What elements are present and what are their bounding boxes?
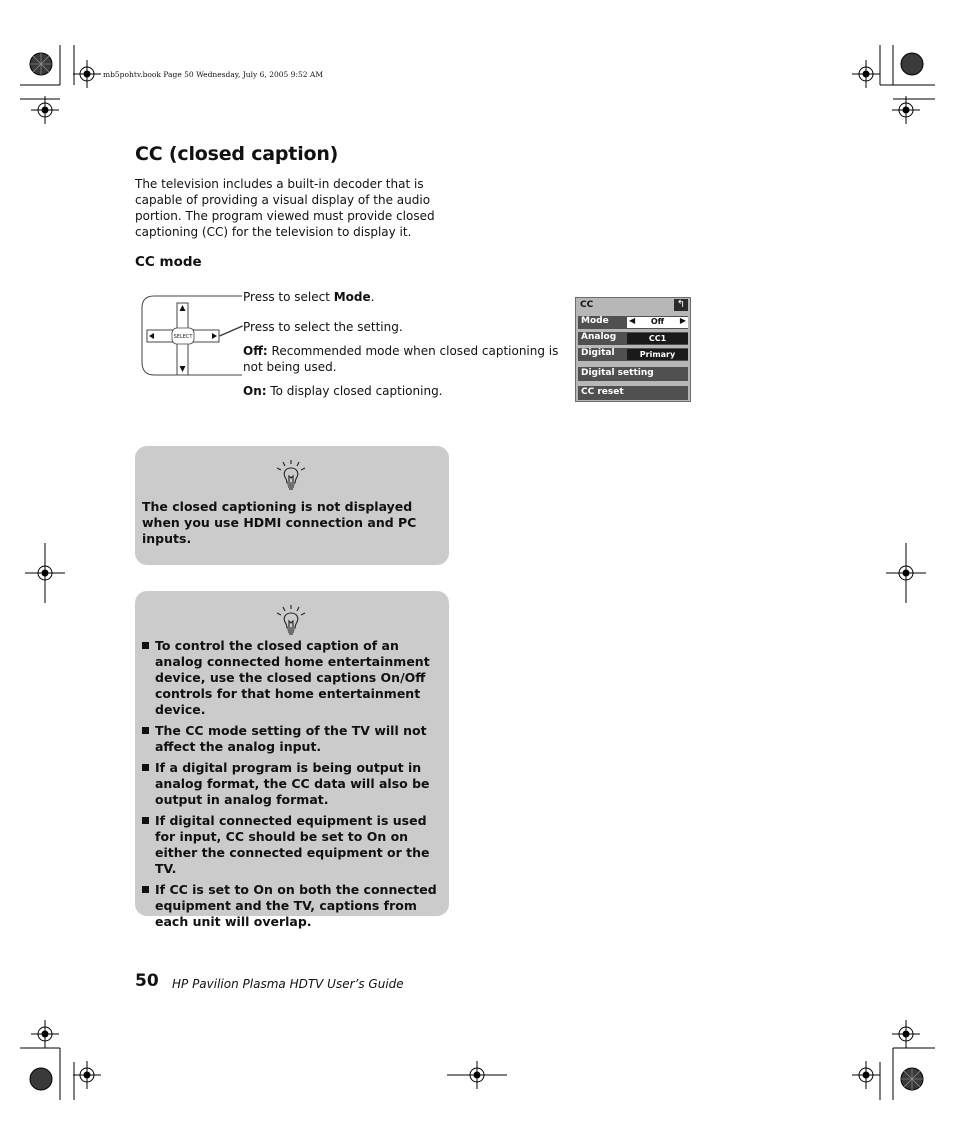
tip-hdmi-text: The closed captioning is not displayed when you use HDMI connection and PC inputs. <box>142 499 417 546</box>
osd-row-cc-reset[interactable]: CC reset <box>578 386 688 400</box>
list-item: The CC mode setting of the TV will not affect the analog input. <box>141 723 441 755</box>
analog-value: CC1 <box>627 333 688 344</box>
list-item: If digital connected equipment is used for input, CC should be set to On on either the connected equipment or the TV. <box>141 813 441 877</box>
guide-title: HP Pavilion Plasma HDTV User’s Guide <box>172 977 404 991</box>
callout-select-setting: Press to select the setting. <box>243 320 403 334</box>
page-number: 50 <box>135 971 159 991</box>
return-icon[interactable]: ↰ <box>674 299 688 311</box>
intro-paragraph: The television includes a built-in decoder that is capable of providing a visual display of the audio portion. The program viewed must provide closed captioning (CC) for the television to display it. <box>135 177 435 239</box>
osd-row-digital[interactable]: Digital Primary <box>578 348 688 361</box>
tip-box-analog <box>135 591 449 929</box>
list-item: If a digital program is being output in analog format, the CC data will also be output in analog format. <box>141 760 441 808</box>
osd-title: CC <box>580 300 594 310</box>
off-description: Off: Recommended mode when closed captioning is not being used. <box>243 344 559 374</box>
callout-lines <box>180 290 244 330</box>
cc-osd-menu <box>575 297 691 402</box>
tip-analog-list <box>141 638 441 935</box>
remote-select-label: SELECT <box>173 334 193 340</box>
tip-box-hdmi <box>135 446 449 565</box>
left-arrow-icon: ◀ <box>629 316 636 325</box>
on-description: On: To display closed captioning. <box>243 384 443 398</box>
callout-select-mode: Press to select Mode. <box>243 290 375 304</box>
list-item: If CC is set to On on both the connected equipment and the TV, captions from each unit will overlap. <box>141 882 441 930</box>
lightbulb-icon <box>275 458 307 492</box>
right-arrow-icon: ▶ <box>679 316 686 325</box>
list-item: To control the closed caption of an analog connected home entertainment device, use the closed captions On/Off controls for that home entertainment device. <box>141 638 441 718</box>
mode-value-selector[interactable]: ◀ Off ▶ <box>629 316 686 326</box>
cc-mode-heading: CC mode <box>135 254 202 270</box>
osd-row-mode[interactable]: Mode ◀ Off ▶ <box>578 316 688 329</box>
print-header: mb5pohtv.book Page 50 Wednesday, July 6, 2005 9:52 AM <box>103 70 323 79</box>
lightbulb-icon <box>275 603 307 637</box>
digital-value: Primary <box>627 349 688 360</box>
osd-row-analog[interactable]: Analog CC1 <box>578 332 688 345</box>
callout-line-setting <box>220 325 244 337</box>
osd-row-digital-setting[interactable]: Digital setting <box>578 367 688 381</box>
section-title: CC (closed caption) <box>135 143 339 165</box>
